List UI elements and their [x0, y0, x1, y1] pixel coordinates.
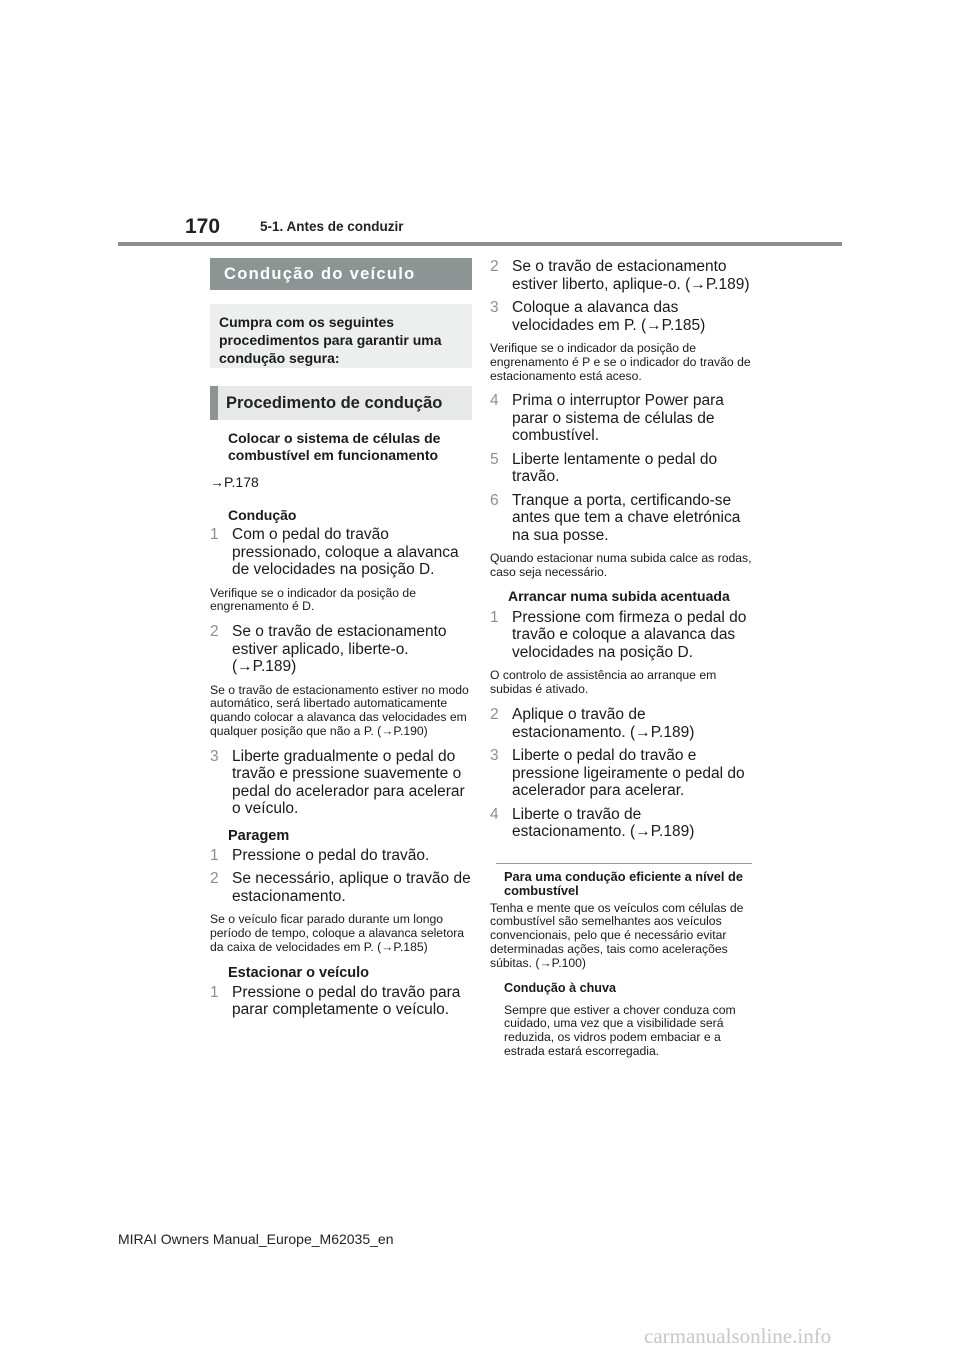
hill-start-step: [490, 806, 752, 841]
step-text: Liberte o pedal do travão e pressione ligeiramente o pedal do acelerador para acelerar.: [512, 747, 745, 800]
step-number: 4: [490, 392, 499, 410]
step-number: 1: [210, 983, 219, 1001]
park-step: [490, 299, 752, 334]
step-text: Se necessário, aplique o travão de estacionamento.: [232, 870, 471, 905]
footer-text: MIRAI Owners Manual_Europe_M62035_en: [118, 1231, 394, 1247]
step-text: Tranque a porta, certificando-se antes que tem a chave eletrónica na sua posse.: [512, 491, 741, 544]
hill-start-step: [490, 747, 752, 800]
step-number: 2: [490, 706, 499, 724]
hill-start-step: [490, 609, 752, 662]
eco-driving-text: Tenha e mente que os veículos com células de combustível são semelhantes aos veículos convencionais, pelo que é necessário evitar determinadas ações, tais como acelerações súbitas. (→P.100): [490, 900, 744, 970]
driving-step: [210, 748, 472, 818]
driving-note: Se o travão de estacionamento estiver no modo automático, será libertado automaticamente quando colocar a alavanca das velocidades em qualquer posição que não a P. (→P.190): [210, 682, 469, 738]
step-number: 3: [210, 747, 219, 765]
step-text: Se o travão de estacionamento estiver liberto, aplique-o. (→P.189): [512, 258, 750, 293]
step-text: Pressione o pedal do travão para parar completamente o veículo.: [232, 983, 461, 1019]
step-number: 2: [210, 870, 219, 888]
step-text: Liberte o travão de estacionamento. (→P.189): [512, 805, 695, 841]
stop-step: [210, 870, 472, 905]
park-note: Verifique se o indicador da posição de engrenamento é P e se o indicador do travão de estacionamento está aceso.: [490, 341, 751, 383]
park-heading: Estacionar o veículo: [228, 964, 370, 981]
step-text: Com o pedal do travão pressionado, coloque a alavanca de velocidades na posição D.: [232, 526, 459, 578]
step-text: Pressione o pedal do travão.: [232, 846, 430, 864]
section-title: 5-1. Antes de conduzir: [260, 219, 404, 234]
step-text: Pressione com firmeza o pedal do travão e coloque a alavanca das velocidades na posição D.: [512, 608, 747, 661]
step-number: 3: [490, 299, 499, 316]
rain-driving-text: Sempre que estiver a chover conduza com cuidado, uma vez que a visibilidade será reduzida, os vidros podem embaciar e a estrada estará escorregadia.: [504, 1002, 736, 1058]
step-number: 6: [490, 491, 499, 509]
step-text: Se o travão de estacionamento estiver aplicado, liberte-o. (→P.189): [232, 623, 447, 676]
eco-driving-heading: Para uma condução eficiente a nível de combustível: [504, 868, 743, 898]
step-number: 2: [490, 258, 499, 275]
right-column: [490, 258, 752, 1059]
park-step: [210, 984, 472, 1019]
section-title-bar: Condução do veículo: [210, 258, 472, 290]
stop-heading: Paragem: [228, 827, 290, 844]
procedure-heading: Procedimento de condução: [210, 386, 472, 420]
park-step: [490, 258, 752, 293]
step-number: 2: [210, 623, 219, 641]
step-number: 1: [210, 526, 219, 543]
step-number: 5: [490, 450, 499, 468]
info-divider: [496, 863, 752, 864]
hill-start-step: [490, 706, 752, 741]
step-number: 1: [490, 608, 499, 626]
header-divider: [118, 242, 842, 246]
stop-note: Se o veículo ficar parado durante um longo período de tempo, coloque a alavanca seletora da caixa de velocidades em P. (→P.185): [210, 912, 465, 954]
park-step: [490, 492, 752, 545]
watermark: carmanualsonline.info: [644, 1324, 832, 1348]
left-column: [210, 258, 472, 1019]
step-text: Prima o interruptor Power para parar o sistema de células de combustível.: [512, 392, 724, 445]
hill-start-heading: Arrancar numa subida acentuada: [508, 587, 730, 604]
park-note: Quando estacionar numa subida calce as rodas, caso seja necessário.: [490, 551, 752, 580]
step-number: 4: [490, 805, 499, 823]
step-text: Aplique o travão de estacionamento. (→P.189): [512, 706, 695, 741]
step-text: Liberte gradualmente o pedal do travão e pressione suavemente o pedal do acelerador para acelerar o veículo.: [232, 747, 465, 818]
park-step: [490, 392, 752, 445]
step-number: 1: [210, 846, 219, 864]
step-number: 3: [490, 747, 499, 765]
stop-step: [210, 847, 472, 865]
start-system-reference: →P.178: [210, 474, 259, 490]
step-text: Coloque a alavanca das velocidades em P. (→P.185): [512, 299, 706, 334]
driving-step: [210, 526, 472, 579]
driving-step: [210, 623, 472, 676]
start-system-heading: Colocar o sistema de células de combustível em funcionamento: [228, 430, 441, 463]
intro-box: Cumpra com os seguintes procedimentos para garantir uma condução segura:: [210, 304, 472, 368]
hill-start-note: O controlo de assistência ao arranque em subidas é ativado.: [490, 668, 717, 697]
driving-heading: Condução: [228, 507, 297, 523]
page-number: 170: [185, 215, 221, 238]
driving-note: Verifique se o indicador da posição de engrenamento é D.: [210, 585, 416, 614]
park-step: [490, 451, 752, 486]
step-text: Liberte lentamente o pedal do travão.: [512, 450, 718, 486]
rain-driving-heading: Condução à chuva: [504, 980, 616, 995]
